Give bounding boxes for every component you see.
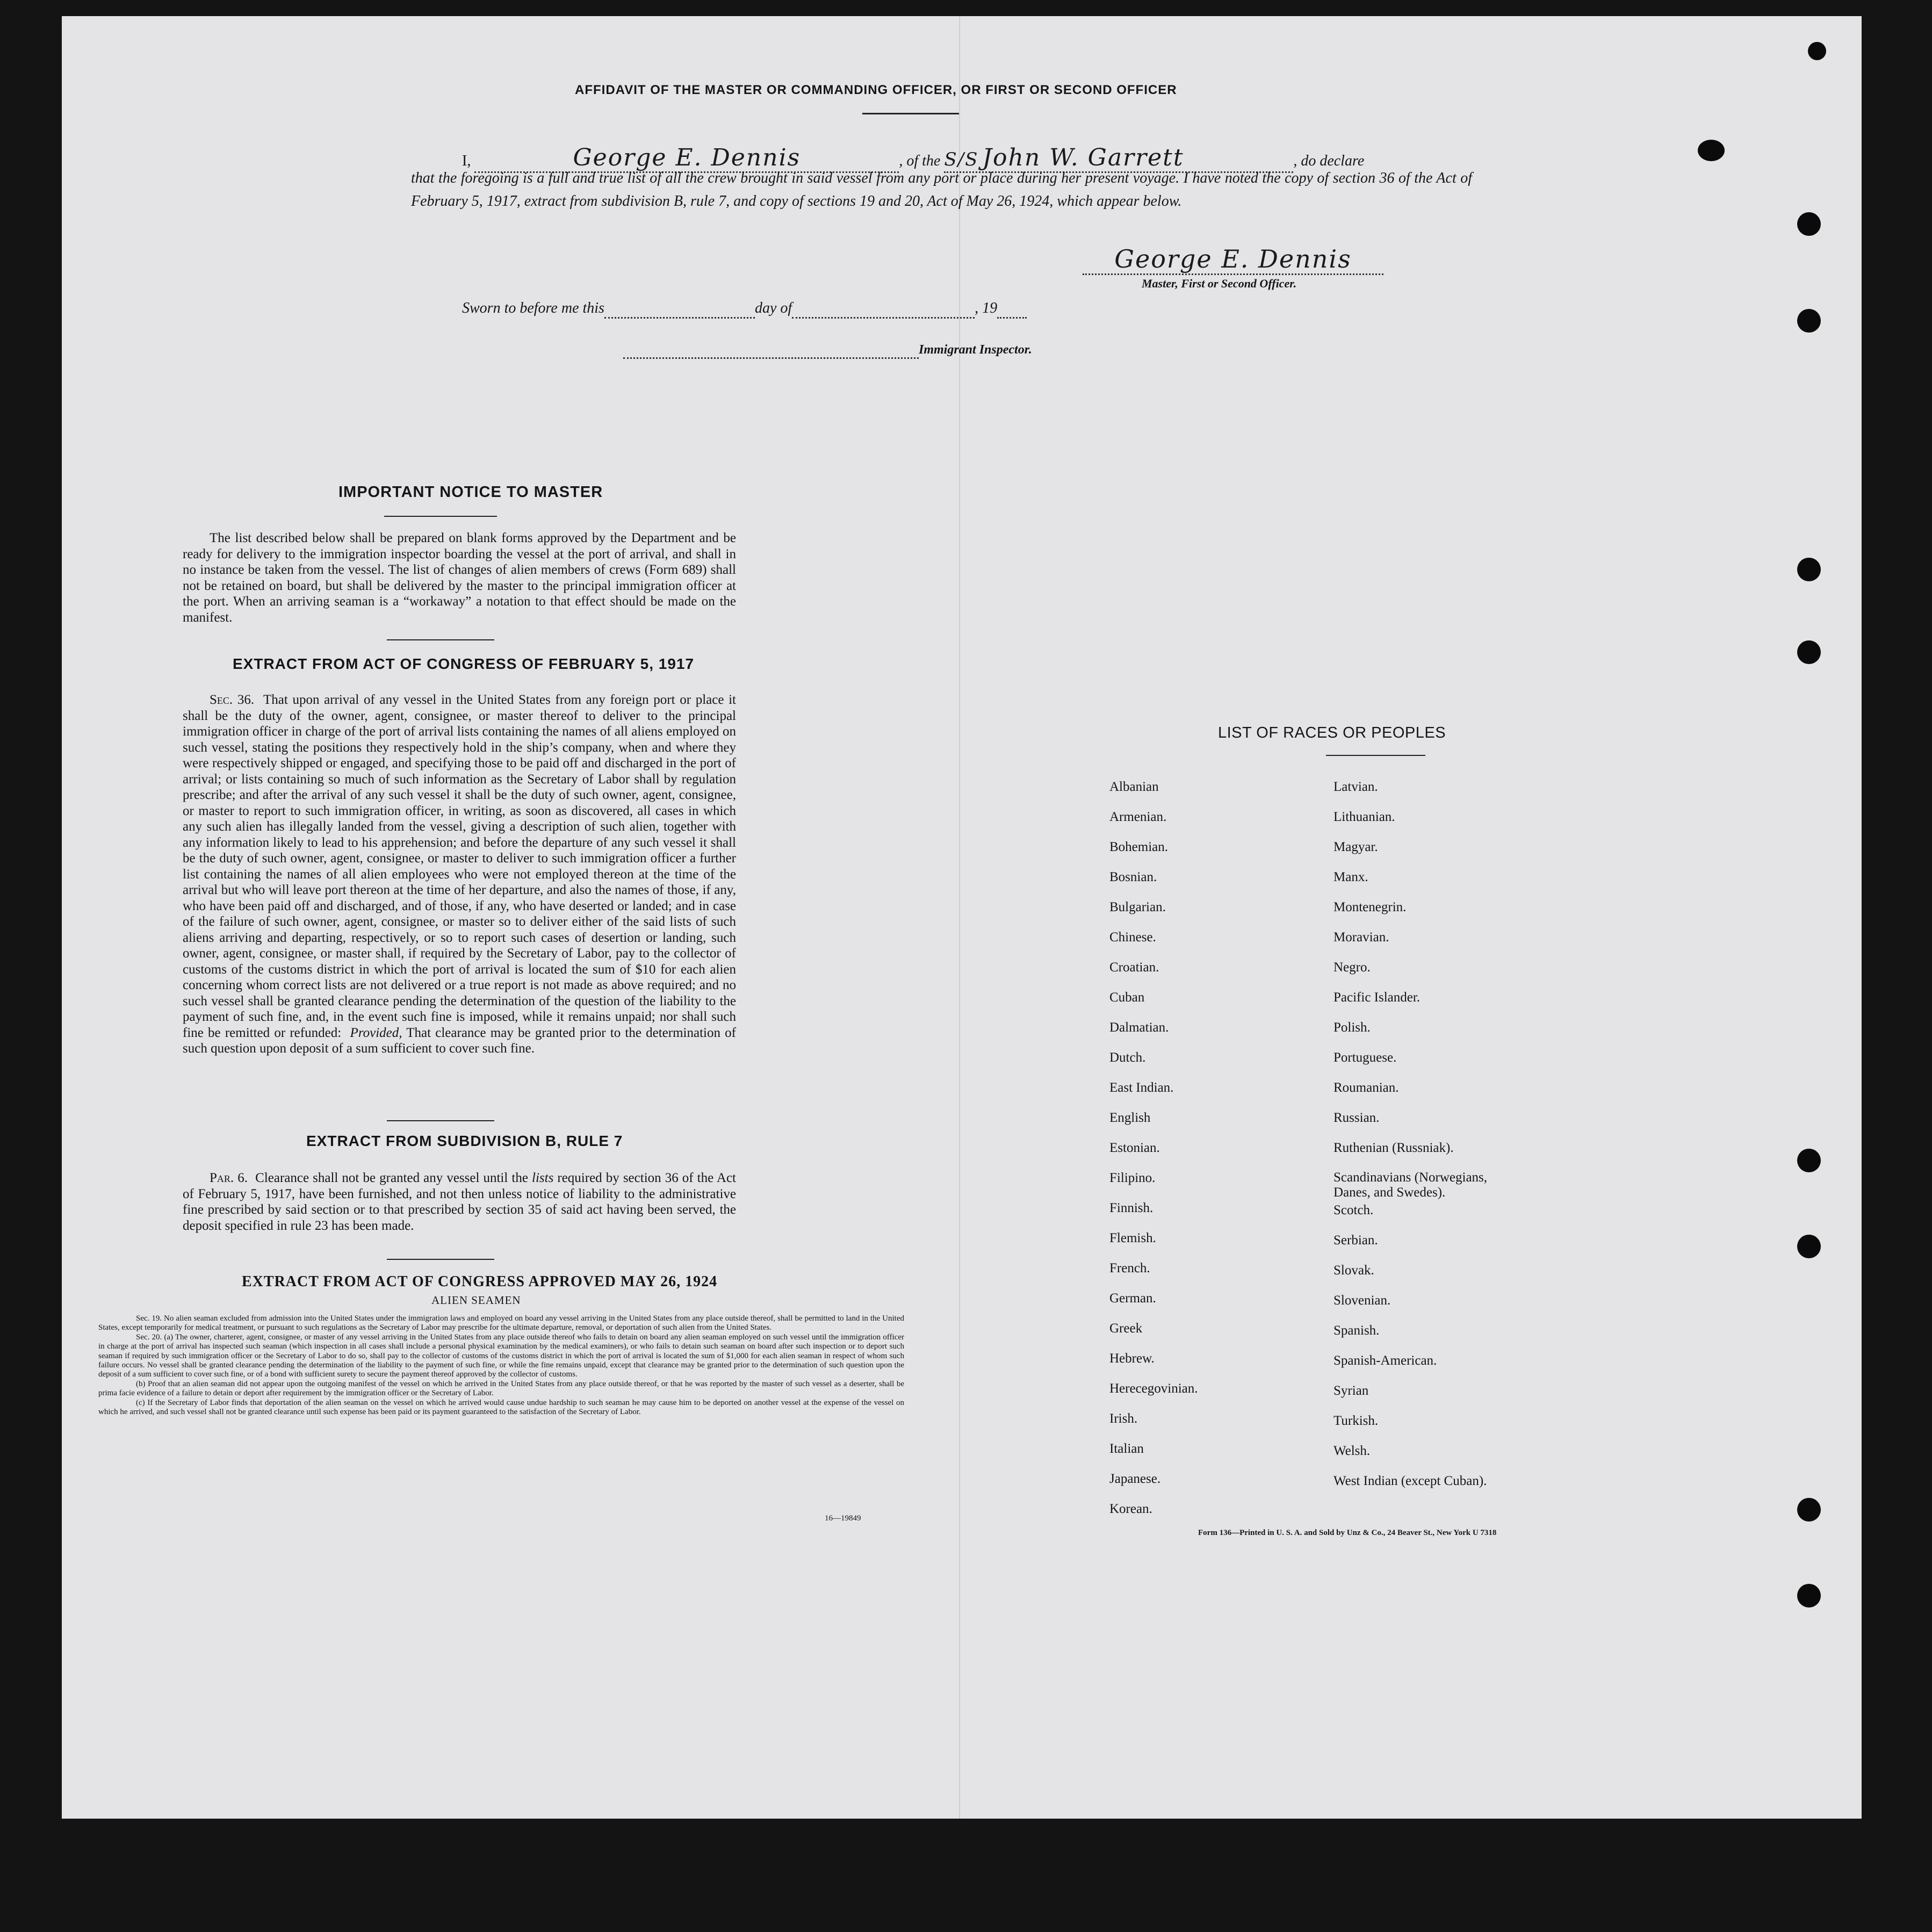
extract-1917-text: That upon arrival of any vessel in the United States from any foreign port or place it shall be the duty of the owner, agent, consignee, or master thereof to deliver to the principal immigration officer in charge of the port of arrival lists containing the names of all aliens employed on such vessel, stating the positions they respectively hold in the ship’s company, when and where they were respectively shipped or engaged, and specifying those to be paid off and discharged in the port of arrival; or lists containing so much of such information as the Secretary of Labor shall by regulation prescribe; and after the arrival of any such vessel it shall be the duty of such owner, agent, consignee, or master to report to such immigration officer, in writing, as soon as discovered, all cases in which any such alien has illegally landed from the vessel, giving a description of such alien, together with any information likely to lead to his apprehension; and before the departure of any such vessel it shall be the duty of such owner, agent, consignee, or master to deliver to such immigration officer a further list containing the names of all alien employees who were not employed thereon at the time of the arrival but who will leave port thereon at the time of her departure, and also the names of those, if any, who have been paid off and discharged, and of those, if any, who have deserted or landed; and in case of the failure of such owner, agent, consignee, or master so to deliver either of the said lists of such aliens arriving and departing, respectively, or so to report such cases of desertion or landing, such owner, agent, consignee, or master shall, if required by the Secretary of Labor, pay to the collector of customs of the customs district in which the port of arrival is located the sum of $10 for each alien concerning whom correct lists are not delivered or a true report is not made as above required; and no such vessel shall be granted clearance pending the determination of the question of the liability to the payment of such fine, and, in the event such fine is imposed, while it remains unpaid; nor shall such fine be remitted or refunded:: [183, 693, 737, 1040]
race-item: Portuguese.: [1333, 1050, 1397, 1065]
sworn-text: Sworn to before me this: [462, 300, 604, 316]
master-signature[interactable]: George E. Dennis: [1083, 244, 1383, 275]
race-item: Herecegovinian.: [1109, 1381, 1198, 1396]
race-item: Spanish.: [1333, 1323, 1380, 1338]
race-item: Magyar.: [1333, 840, 1378, 854]
race-item: East Indian.: [1109, 1080, 1174, 1095]
race-item: Slovenian.: [1333, 1293, 1391, 1308]
race-item: Russian.: [1333, 1111, 1380, 1125]
race-item: Bosnian.: [1109, 870, 1157, 884]
printer-note: Form 136—Printed in U. S. A. and Sold by Unz & Co., 24 Beaver St., New York U 7318: [1198, 1529, 1497, 1537]
race-item: Finnish.: [1109, 1201, 1154, 1215]
race-item: Polish.: [1333, 1020, 1371, 1035]
sworn-line: [462, 300, 1027, 319]
form-page: [62, 16, 1862, 1819]
binder-hole: [1698, 140, 1725, 161]
race-item: English: [1109, 1111, 1151, 1125]
notice-title: IMPORTANT NOTICE TO MASTER: [338, 484, 603, 501]
race-item: Slovak.: [1333, 1263, 1374, 1278]
sworn-month-field[interactable]: [792, 300, 975, 319]
extract-1917-body: [183, 692, 736, 1057]
race-item: Cuban: [1109, 990, 1145, 1005]
binder-hole: [1797, 309, 1821, 333]
race-item: Roumanian.: [1333, 1080, 1399, 1095]
race-item: Japanese.: [1109, 1472, 1161, 1486]
extract-1924-body: [98, 1314, 904, 1417]
race-item: Scandinavians (Norwegians, Danes, and Swedes).: [1333, 1170, 1488, 1200]
races-title: LIST OF RACES OR PEOPLES: [1218, 724, 1446, 741]
binder-hole: [1797, 640, 1821, 664]
race-item: Serbian.: [1333, 1233, 1378, 1248]
race-item: Croatian.: [1109, 960, 1159, 975]
race-item: German.: [1109, 1291, 1156, 1306]
form-number: 16—19849: [825, 1514, 861, 1523]
extract-rule7-text-b: required by section 36 of the Act of February 5, 1917, have been furnished, and not then unless notice of liability to the administrative fine prescribed by said section or to that prescribed by section 35 of said act having been served, the deposit specified in rule 23 has been made.: [183, 1171, 737, 1233]
race-item: Hebrew.: [1109, 1351, 1155, 1366]
race-item: Greek: [1109, 1321, 1143, 1336]
sworn-day-field[interactable]: [604, 300, 755, 319]
race-item: Spanish-American.: [1333, 1353, 1437, 1368]
extract-1924-subtitle: ALIEN SEAMEN: [431, 1294, 521, 1307]
extract-rule7-title: EXTRACT FROM SUBDIVISION B, RULE 7: [306, 1133, 623, 1149]
race-item: Turkish.: [1333, 1414, 1379, 1428]
race-item: Montenegrin.: [1333, 900, 1407, 914]
affidavit-title: AFFIDAVIT OF THE MASTER OR COMMANDING OFFICER, OR FIRST OR SECOND OFFICER: [575, 83, 1177, 97]
race-item: Albanian: [1109, 780, 1159, 794]
race-item: Bulgarian.: [1109, 900, 1166, 914]
race-item: Dalmatian.: [1109, 1020, 1169, 1035]
master-name-signature: George E. Dennis: [573, 144, 801, 171]
race-item: Armenian.: [1109, 810, 1167, 824]
notice-end-rule: [387, 639, 494, 640]
race-item: Scotch.: [1333, 1203, 1374, 1217]
race-item: Manx.: [1333, 870, 1368, 884]
notice-body: The list described below shall be prepared on blank forms approved by the Department and be ready for delivery to the immigration inspector boarding the vessel at the port of arrival, and shall in no instance be taken from the vessel. The list of changes of alien members of crews (Form 689) shall not be retained on board, but shall be delivered by the master to the principal immigration officer at the port. When an arriving seaman is a “workaway” a notation to that effect should be made on the manifest.: [183, 531, 736, 625]
notice-title-rule: [384, 516, 497, 517]
binder-hole: [1797, 558, 1821, 581]
race-item: Welsh.: [1333, 1444, 1371, 1458]
page-fold: [959, 16, 960, 1819]
extract-1924-sec20b: (b) Proof that an alien seaman did not appear upon the outgoing manifest of the vessel on which he arrived in the United States from any place outside thereof, or that he was reported by the master of such vessel as a deserter, shall be prima facie evidence of a failure to detain or deport after requirement by the immigration officer or the Secretary of Labor.: [98, 1379, 904, 1398]
binder-hole: [1797, 1149, 1821, 1172]
race-item: Negro.: [1333, 960, 1371, 975]
sworn-year-prefix: , 19: [975, 300, 998, 316]
race-item: Latvian.: [1333, 780, 1378, 794]
extract-rule7-end-rule: [387, 1259, 494, 1260]
race-item: Ruthenian (Russniak).: [1333, 1141, 1454, 1155]
race-item: Dutch.: [1109, 1050, 1146, 1065]
affidavit-title-rule: [862, 113, 959, 114]
sworn-day-of: day of: [754, 300, 792, 316]
extract-1924-sec19: Sec. 19. No alien seaman excluded from admission into the United States under the immigration laws and employed on board any vessel arriving in the United States from any place outside thereof, shall be permitted to land in the United States, except temporarily for medical treatment, or pursuant to such regulations as the Secretary of Labor may prescribe for the ultimate departure, removal, or deportation of such alien from the United States.: [98, 1314, 904, 1332]
master-signature-block: [1083, 244, 1437, 290]
inspector-signature-field[interactable]: [623, 343, 919, 359]
race-item: Irish.: [1109, 1411, 1138, 1426]
extract-rule7-lists: lists: [532, 1171, 554, 1185]
race-item: Syrian: [1333, 1383, 1369, 1398]
extract-1924-sec20c: (c) If the Secretary of Labor finds that deportation of the alien seaman on the vessel on which he arrived would cause undue hardship to such seaman he may cause him to be deported on another vessel at the expense of the vessel on which he arrived, and such vessel shall not be granted clearance until such expense has been paid or its payment guaranteed to the satisfaction of the Secretary of Labor.: [98, 1398, 904, 1417]
extract-1924-title: EXTRACT FROM ACT OF CONGRESS APPROVED MAY 26, 1924: [242, 1273, 718, 1290]
binder-hole: [1797, 1498, 1821, 1522]
extract-rule7-body: [183, 1170, 736, 1234]
race-item: West Indian (except Cuban).: [1333, 1474, 1487, 1488]
race-item: Moravian.: [1333, 930, 1389, 945]
binder-hole: [1797, 1235, 1821, 1258]
extract-rule7-par-label: Par. 6.: [210, 1171, 248, 1185]
extract-1924-sec20a: Sec. 20. (a) The owner, charterer, agent, consignee, or master of any vessel arriving in the United States from any place outside thereof who fails to detain on board any alien seaman employed on such vessel until the immigration officer in charge at the port of arrival has inspected such seaman (which inspection in all cases shall include a personal physical examination by the medical examiners), or who fails to detain such seaman on board after such inspection or to deport such seaman if required by such immigration officer or the Secretary of Labor to do so, shall pay to the collector of customs of the customs district in which the port of arrival is located the sum of $1,000 for each alien seaman in respect of whom such failure occurs. No vessel shall be granted clearance pending the determination of the liability to the payment of such fine, or while the fine remains unpaid, except that clearance may be granted prior to the determination of such question upon the deposit of a sum sufficient to cover such fine, or of a bond with sufficient surety to secure the payment thereof approved by the collector of customs.: [98, 1332, 904, 1379]
race-item: Korean.: [1109, 1502, 1152, 1516]
sworn-year-field[interactable]: [997, 300, 1027, 319]
inspector-caption: Immigrant Inspector.: [919, 343, 1032, 357]
affidavit-body: that the foregoing is a full and true list of all the crew brought in said vessel from any port or place during her present voyage. I have noted the copy of section 36 of the Act of February 5, 1917, extract from subdivision B, rule 7, and copy of sections 19 and 20, Act of May 26, 1924, which appear below.: [411, 170, 1472, 210]
vessel-name: John W. Garrett: [982, 144, 1184, 171]
extract-1917-end-rule: [387, 1120, 494, 1121]
extract-1917-title: EXTRACT FROM ACT OF CONGRESS OF FEBRUARY 5, 1917: [233, 655, 695, 672]
vessel-prefix: S/S: [944, 149, 979, 170]
extract-1917-sec-label: Sec. 36.: [210, 693, 255, 707]
binder-hole: [1797, 212, 1821, 236]
extract-1917-proviso: That clearance may be granted prior to the determination of such question upon deposit of a sum sufficient to cover such fine.: [183, 1025, 737, 1056]
race-item: Bohemian.: [1109, 840, 1169, 854]
signature-caption: Master, First or Second Officer.: [1142, 277, 1297, 290]
race-item: Chinese.: [1109, 930, 1156, 945]
race-item: Italian: [1109, 1441, 1144, 1456]
race-item: Pacific Islander.: [1333, 990, 1421, 1005]
race-item: French.: [1109, 1261, 1150, 1275]
races-title-rule: [1326, 755, 1425, 756]
binder-hole: [1808, 42, 1826, 60]
declaration-of-the: , of the: [899, 153, 941, 169]
race-item: Estonian.: [1109, 1141, 1160, 1155]
race-item: Filipino.: [1109, 1171, 1156, 1185]
extract-1917-proviso-label: Provided,: [350, 1025, 402, 1040]
extract-rule7-text-a: Clearance shall not be granted any vessel until the: [255, 1171, 528, 1185]
declaration-do-declare: , do declare: [1293, 153, 1365, 169]
declaration-i: I,: [462, 153, 471, 169]
race-item: Lithuanian.: [1333, 810, 1395, 824]
inspector-line: [623, 343, 1032, 359]
binder-hole: [1797, 1584, 1821, 1607]
race-item: Flemish.: [1109, 1231, 1156, 1245]
